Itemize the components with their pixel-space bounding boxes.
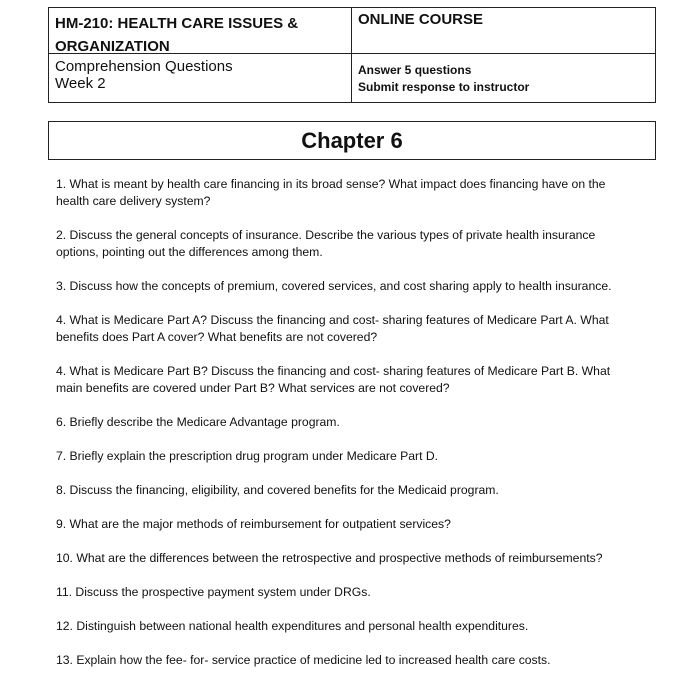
question-11: 11. Discuss the prospective payment system under DRGs. [56, 585, 371, 599]
question-4a: 4. What is Medicare Part A? Discuss the financing and cost- sharing features of Medicare Part A. What benefits does Part A cover? What benefits are not covered? [56, 313, 609, 344]
instruction-submit: Submit response to instructor [358, 80, 530, 94]
course-title-line2: ORGANIZATION [55, 38, 170, 55]
question-12: 12. Distinguish between national health expenditures and personal health expenditures. [56, 619, 529, 633]
question-9: 9. What are the major methods of reimbursement for outpatient services? [56, 517, 451, 531]
assignment-name: Comprehension Questions [55, 58, 233, 75]
course-format: ONLINE COURSE [358, 11, 484, 28]
course-title-cell [49, 8, 352, 54]
question-8: 8. Discuss the financing, eligibility, and covered benefits for the Medicaid program. [56, 483, 499, 497]
question-3: 3. Discuss how the concepts of premium, covered services, and cost sharing apply to health insurance. [56, 279, 612, 293]
question-4b: 4. What is Medicare Part B? Discuss the financing and cost- sharing features of Medicare Part B. What main benefits are covered under Part B? What services are not covered? [56, 364, 611, 395]
course-header-table [48, 7, 656, 103]
question-list [56, 176, 656, 669]
instructions-cell [352, 54, 655, 102]
assignment-week: Week 2 [55, 75, 106, 92]
course-format-cell [352, 8, 655, 54]
chapter-title: Chapter 6 [301, 128, 403, 153]
question-1: 1. What is meant by health care financing in its broad sense? What impact does financing have on the health care delivery system? [56, 177, 606, 208]
assignment-cell [49, 54, 352, 102]
chapter-heading-box [48, 121, 656, 160]
question-6: 6. Briefly describe the Medicare Advantage program. [56, 415, 340, 429]
course-title-line1: HM-210: HEALTH CARE ISSUES & [55, 15, 299, 32]
question-13: 13. Explain how the fee- for- service practice of medicine led to increased health care costs. [56, 653, 551, 667]
question-2: 2. Discuss the general concepts of insurance. Describe the various types of private health insurance options, pointing out the differences among them. [56, 228, 596, 259]
question-10: 10. What are the differences between the retrospective and prospective methods of reimbursements? [56, 551, 603, 565]
instruction-answer: Answer 5 questions [358, 63, 472, 77]
question-7: 7. Briefly explain the prescription drug program under Medicare Part D. [56, 449, 439, 463]
